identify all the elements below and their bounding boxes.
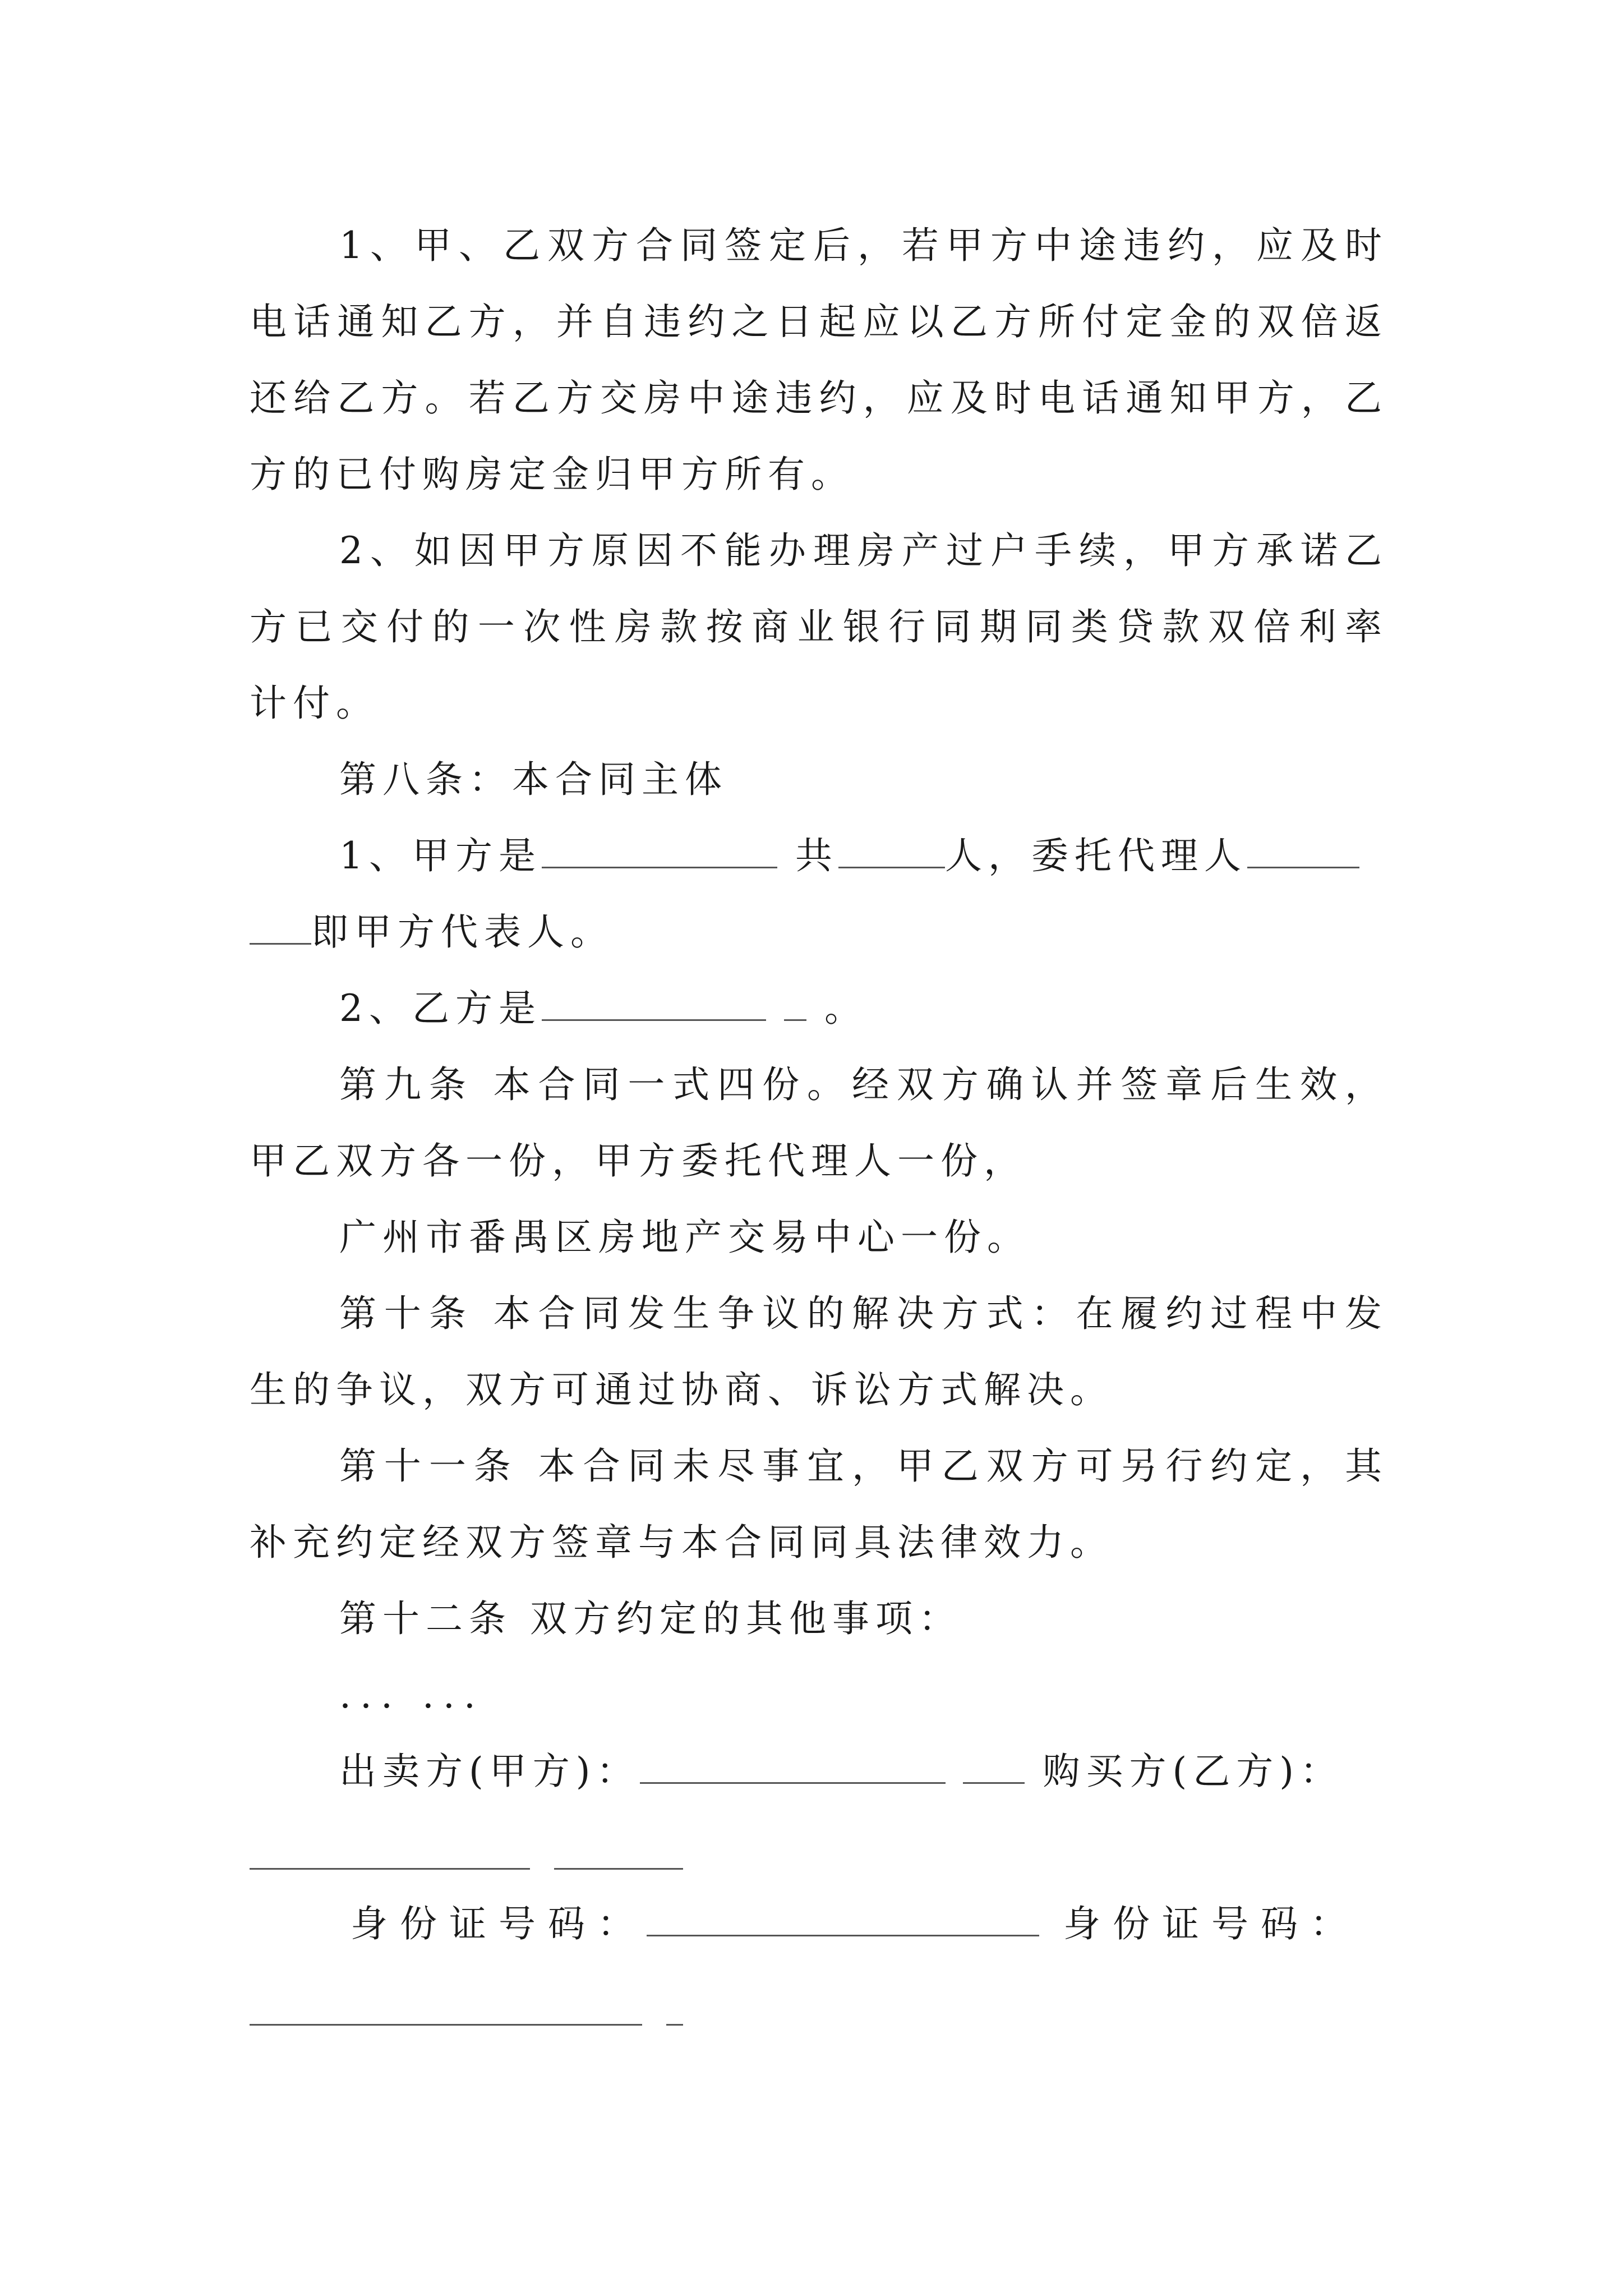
clause7-item2-line1: 2、如因甲方原因不能办理房产过户手续，甲方承诺乙 (339, 529, 1388, 572)
representative-label: 即甲方代表人。 (311, 910, 614, 954)
agent-label: 人，委托代理人 (944, 834, 1247, 877)
clause11-line1: 第十一条 本合同未尽事宜，甲乙双方可另行约定，其 (339, 1444, 1388, 1488)
clause7-item2-line2: 方已交付的一次性房款按商业银行同期同类贷款双倍利率 (250, 605, 1388, 648)
party-a-count-blank[interactable] (838, 834, 945, 868)
agent-name-blank[interactable] (1247, 834, 1359, 868)
seller-id-blank[interactable] (647, 1902, 1039, 1936)
clause7-item1-line1: 1、甲、乙双方合同签定后，若甲方中途违约，应及时 (339, 224, 1388, 267)
buyer-label: 购买方(乙方)： (1043, 1750, 1343, 1793)
seller-label: 出卖方(甲方)： (339, 1750, 640, 1793)
clause7-item1-line3: 还给乙方。若乙方交房中途违约，应及时电话通知甲方，乙 (250, 376, 1388, 420)
buyer-signature-line-tail[interactable] (554, 1868, 683, 1870)
buyer-signature-line[interactable] (250, 1868, 530, 1870)
clause8-item1 (339, 834, 1388, 878)
seller-signature-blank[interactable] (640, 1750, 946, 1784)
clause8-title: 第八条：本合同主体 (339, 758, 728, 801)
seller-signature-blank-tail[interactable] (963, 1750, 1025, 1784)
party-b-label: 2、乙方是 (339, 987, 542, 1030)
party-b-suffix: 。 (824, 987, 868, 1030)
signature-row (339, 1749, 1388, 1794)
clause9-line1: 第九条 本合同一式四份。经双方确认并签章后生效， (339, 1063, 1388, 1106)
clause9-line2: 甲乙双方各一份，甲方委托代理人一份， (250, 1139, 1027, 1182)
buyer-id-line-tail[interactable] (666, 2024, 683, 2026)
gong-label: 共 (795, 834, 838, 877)
agent-name-blank-cont[interactable] (250, 910, 311, 945)
clause7-item1-line4: 方的已付购房定金归甲方所有。 (250, 453, 854, 496)
party-a-label: 1、甲方是 (339, 834, 542, 877)
seller-id-label: 身份证号码： (351, 1902, 647, 1945)
clause12-title: 第十二条 双方约定的其他事项： (339, 1597, 962, 1640)
buyer-id-line[interactable] (250, 2024, 642, 2026)
party-b-name-blank-tail[interactable] (784, 987, 806, 1021)
id-row (351, 1902, 1399, 1947)
party-b-name-blank[interactable] (542, 987, 766, 1021)
clause8-item2 (339, 986, 1388, 1031)
clause7-item1-line2: 电话通知乙方，并自违约之日起应以乙方所付定金的双倍返 (250, 300, 1388, 343)
clause8-item1-cont (250, 910, 1388, 955)
clause7-item2-line3: 计付。 (250, 682, 379, 725)
clause9-line3: 广州市番禺区房地产交易中心一份。 (339, 1216, 1030, 1259)
clause11-line2: 补充约定经双方签章与本合同同具法律效力。 (250, 1521, 1113, 1564)
clause10-line2: 生的争议，双方可通过协商、诉讼方式解决。 (250, 1368, 1113, 1411)
clause12-ellipsis: ... ... (339, 1673, 485, 1717)
buyer-id-label: 身份证号码： (1063, 1902, 1359, 1945)
party-a-name-blank[interactable] (542, 834, 777, 868)
clause10-line1: 第十条 本合同发生争议的解决方式：在履约过程中发 (339, 1292, 1388, 1335)
